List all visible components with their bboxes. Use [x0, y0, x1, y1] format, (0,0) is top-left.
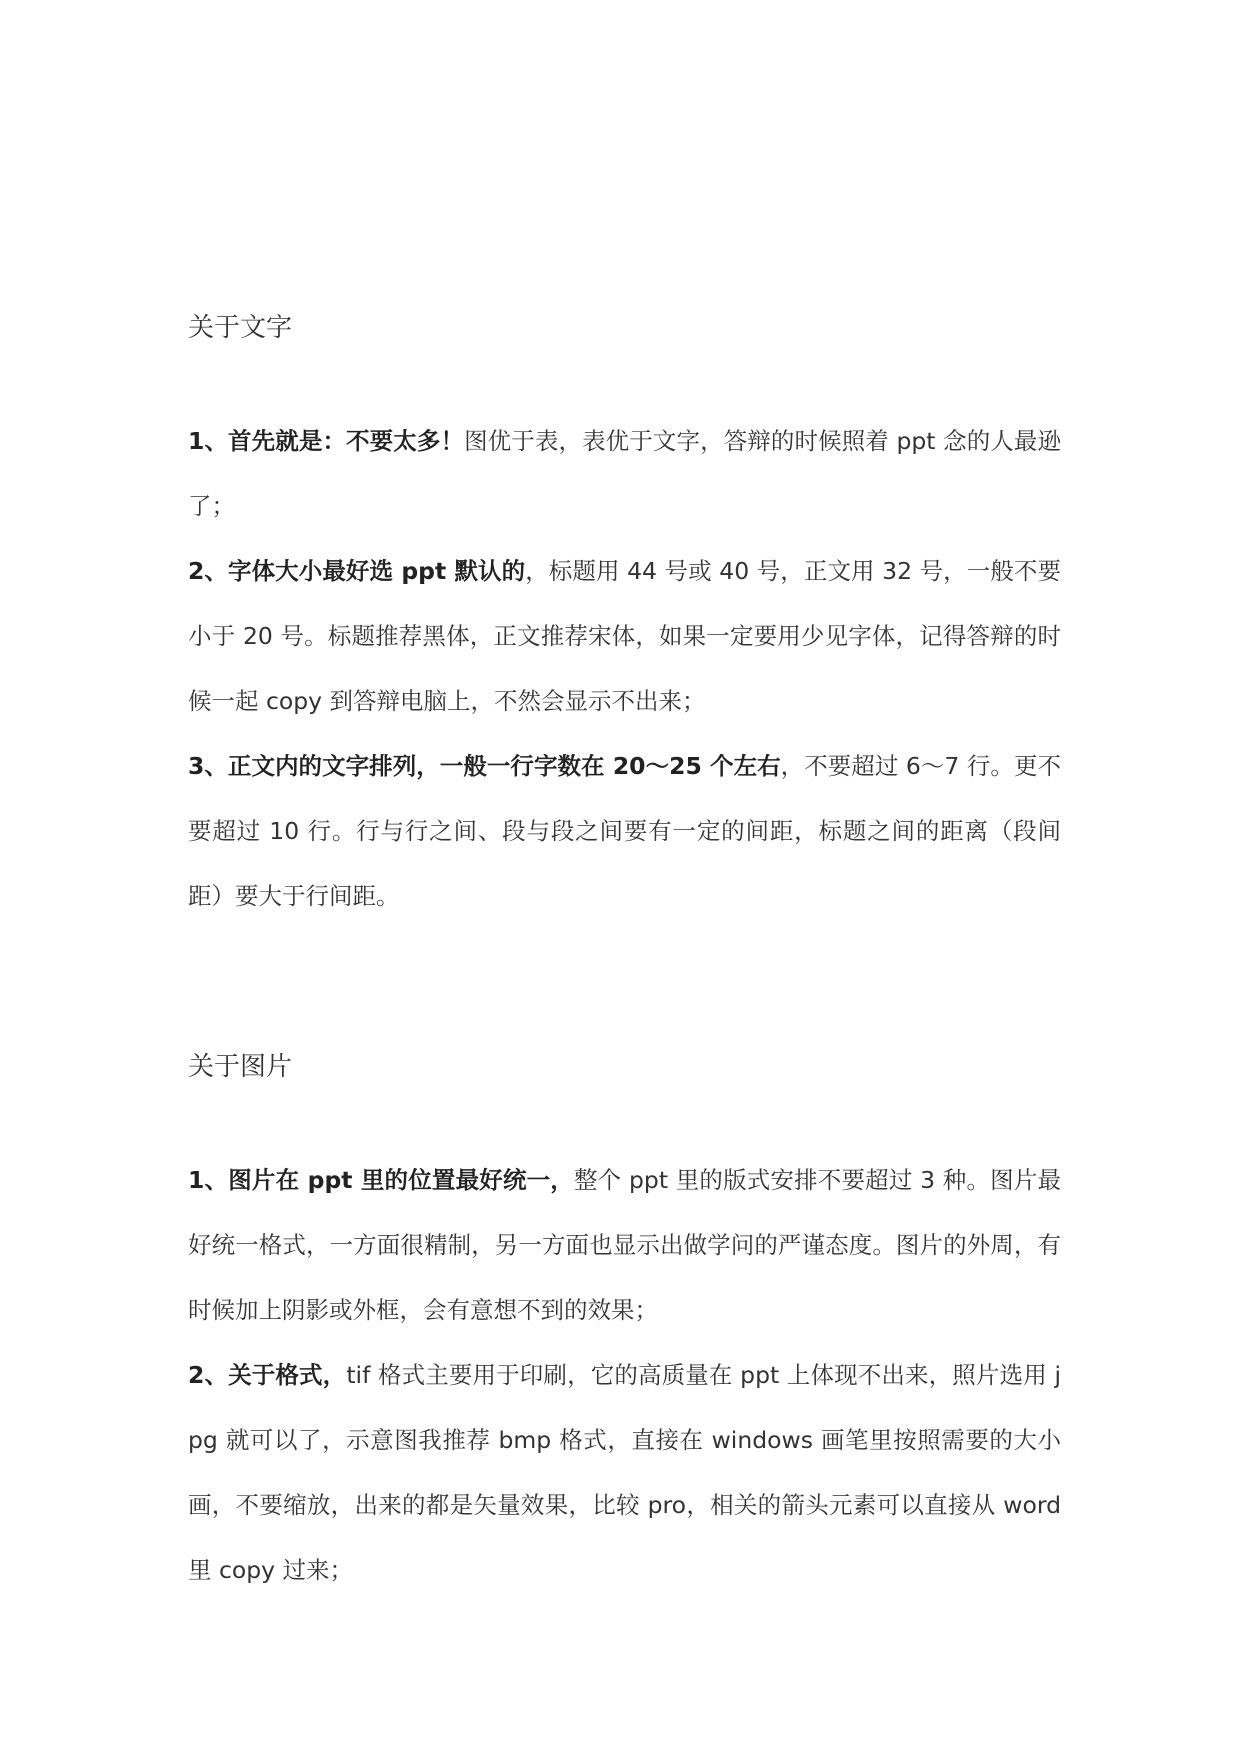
paragraph-bold-lead: 2、字体大小最好选 ppt 默认的 [188, 557, 526, 585]
paragraph-images-1 [188, 1148, 1061, 1343]
paragraph-text-2 [188, 539, 1061, 734]
paragraph-bold-lead: 1、图片在 ppt 里的位置最好统一， [188, 1166, 574, 1194]
section-about-text [188, 302, 1061, 929]
paragraph-body: ，不要超过 6～7 行。更不要超过 10 行。行与行之间、段与段之间要有一定的间距，标题之间的距离（段间距）要大于行间距。 [188, 752, 1061, 910]
paragraph-bold-lead: 2、关于格式， [188, 1361, 347, 1389]
section-heading-text: 关于文字 [188, 313, 293, 343]
paragraph-body: tif 格式主要用于印刷，它的高质量在 ppt 上体现不出来，照片选用 jpg 就可以了，示意图我推荐 bmp 格式，直接在 windows 画笔里按照需要的大小画，不要缩放，出来的都是矢量效果，比较 pro，相关的箭头元素可以直接从 word 里 copy 过来； [188, 1361, 1061, 1584]
paragraph-body: 图优于表，表优于文字，答辩的时候照着 ppt 念的人最逊了； [188, 427, 1061, 520]
paragraph-bold-lead: 1、首先就是：不要太多！ [188, 427, 465, 455]
document-content [188, 226, 1061, 1603]
paragraph-images-2 [188, 1343, 1061, 1603]
paragraph-bold-lead: 3、正文内的文字排列，一般一行字数在 20～25 个左右 [188, 752, 781, 780]
paragraph-text-1 [188, 409, 1061, 539]
paragraph-body: 整个 ppt 里的版式安排不要超过 3 种。图片最好统一格式，一方面很精制，另一方面也显示出做学问的严谨态度。图片的外周，有时候加上阴影或外框，会有意想不到的效果； [188, 1166, 1061, 1324]
section-heading-images: 关于图片 [188, 1052, 293, 1082]
paragraph-body: ，标题用 44 号或 40 号，正文用 32 号，一般不要小于 20 号。标题推荐黑体，正文推荐宋体，如果一定要用少见字体，记得答辩的时候一起 copy 到答辩电脑上，不然会显示不出来； [188, 557, 1062, 715]
section-about-images [188, 1041, 1061, 1603]
paragraph-text-3 [188, 734, 1061, 929]
